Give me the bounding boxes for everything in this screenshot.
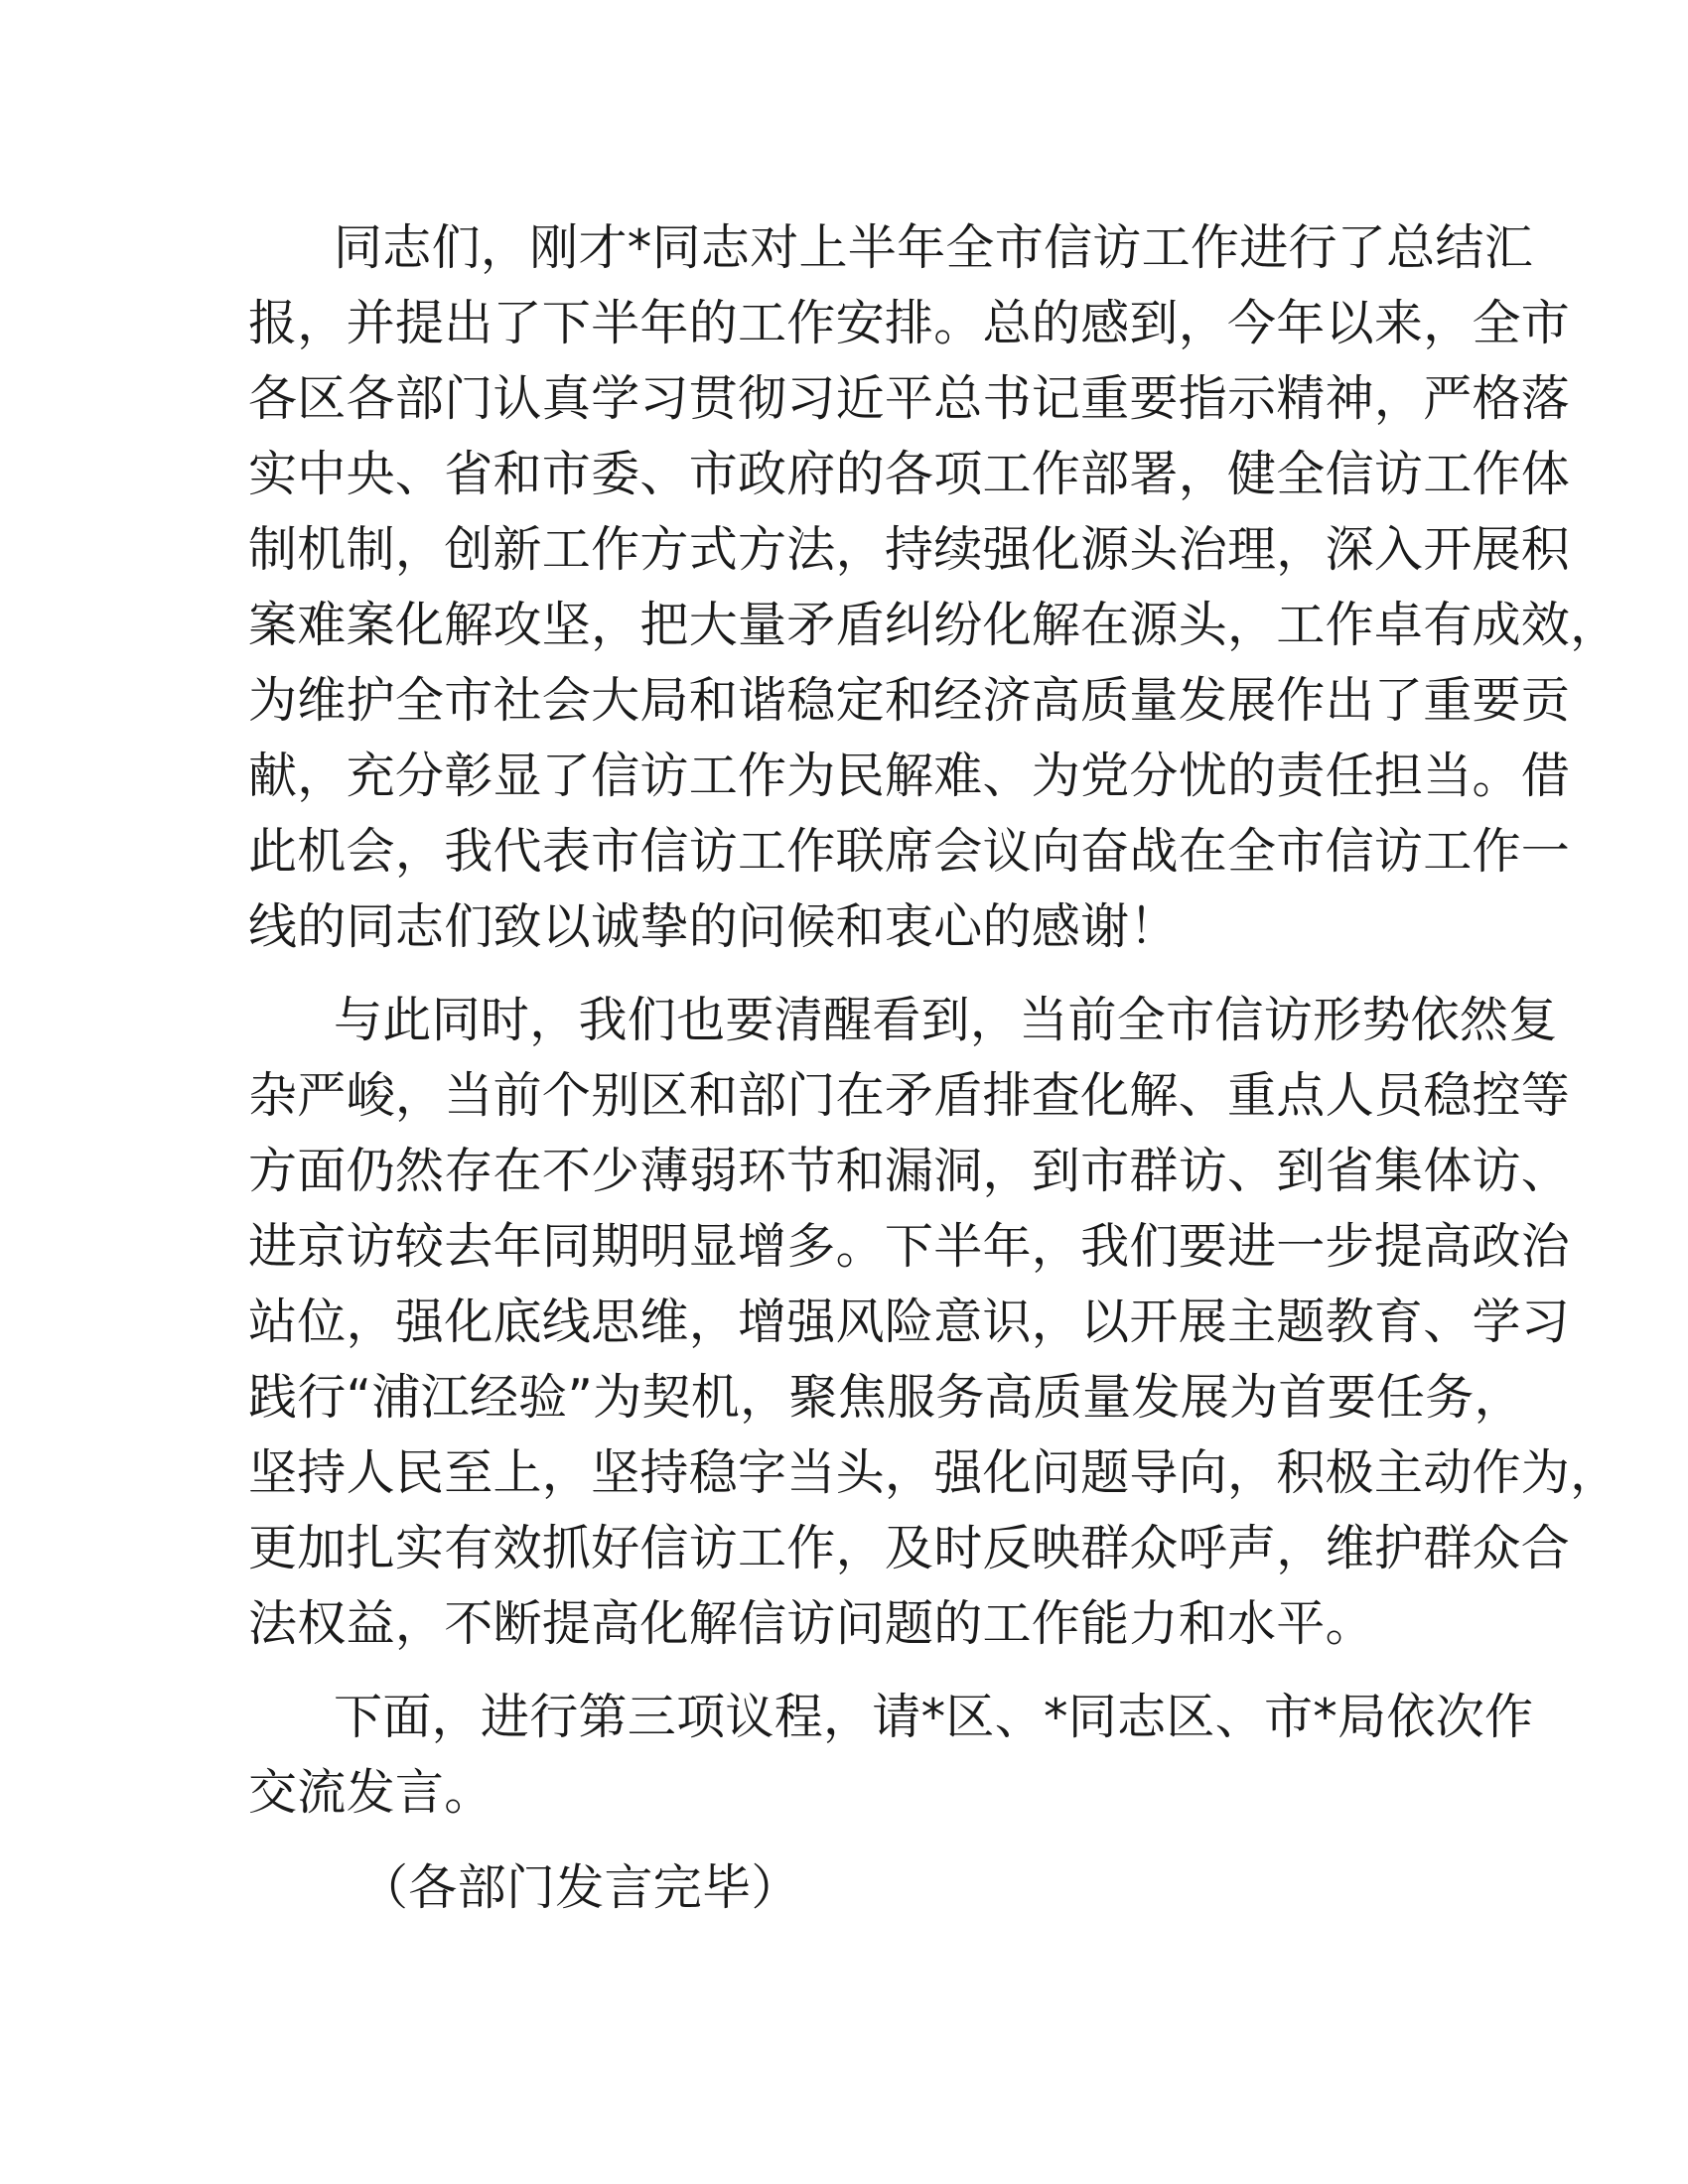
paragraph-line: 杂严峻，当前个别区和部门在矛盾排查化解、重点人员稳控等 (248, 1067, 1571, 1124)
paragraph-line: 实中央、省和市委、市政府的各项工作部署，健全信访工作体 (248, 446, 1571, 502)
paragraph-line: 制机制，创新工作方式方法，持续强化源头治理，深入开展积 (248, 521, 1571, 578)
paragraph-line: 进京访较去年同期明显增多。下半年，我们要进一步提高政治 (248, 1218, 1571, 1275)
paragraph-line: 与此同时，我们也要清醒看到，当前全市信访形势依然复 (334, 992, 1558, 1048)
paragraph-line: 更加扎实有效抓好信访工作，及时反映群众呼声，维护群众合 (248, 1520, 1571, 1576)
paragraph-line: 站位，强化底线思维，增强风险意识，以开展主题教育、学习 (248, 1294, 1571, 1350)
paragraph-line: 报，并提出了下半年的工作安排。总的感到，今年以来，全市 (248, 295, 1571, 351)
paragraph-line: 同志们，刚才*同志对上半年全市信访工作进行了总结汇 (334, 219, 1534, 276)
paragraph-line: 法权益，不断提高化解信访问题的工作能力和水平。 (248, 1595, 1374, 1652)
paragraph-line: 方面仍然存在不少薄弱环节和漏洞，到市群访、到省集体访、 (248, 1143, 1571, 1199)
paragraph-line: 线的同志们致以诚挚的问候和衷心的感谢！ (248, 898, 1179, 955)
paragraph-line: 践行“浦江经验”为契机，聚焦服务高质量发展为首要任务， (248, 1369, 1523, 1426)
paragraph-line: 交流发言。 (248, 1764, 493, 1821)
paragraph-line: 案难案化解攻坚，把大量矛盾纠纷化解在源头，工作卓有成效， (248, 597, 1619, 653)
paragraph-line: 献，充分彰显了信访工作为民解难、为党分忧的责任担当。借 (248, 748, 1571, 804)
paragraph-line: 各区各部门认真学习贯彻习近平总书记重要指示精神，严格落 (248, 370, 1571, 427)
paragraph-line: 坚持人民至上，坚持稳字当头，强化问题导向，积极主动作为， (248, 1444, 1619, 1501)
paragraph-line: 为维护全市社会大局和谐稳定和经济高质量发展作出了重要贡 (248, 672, 1571, 729)
paragraph-line: 下面，进行第三项议程，请*区、*同志区、市*局依次作 (334, 1689, 1534, 1745)
paragraph-line: 此机会，我代表市信访工作联席会议向奋战在全市信访工作一 (248, 823, 1571, 880)
meeting-note: （各部门发言完毕） (359, 1859, 800, 1916)
